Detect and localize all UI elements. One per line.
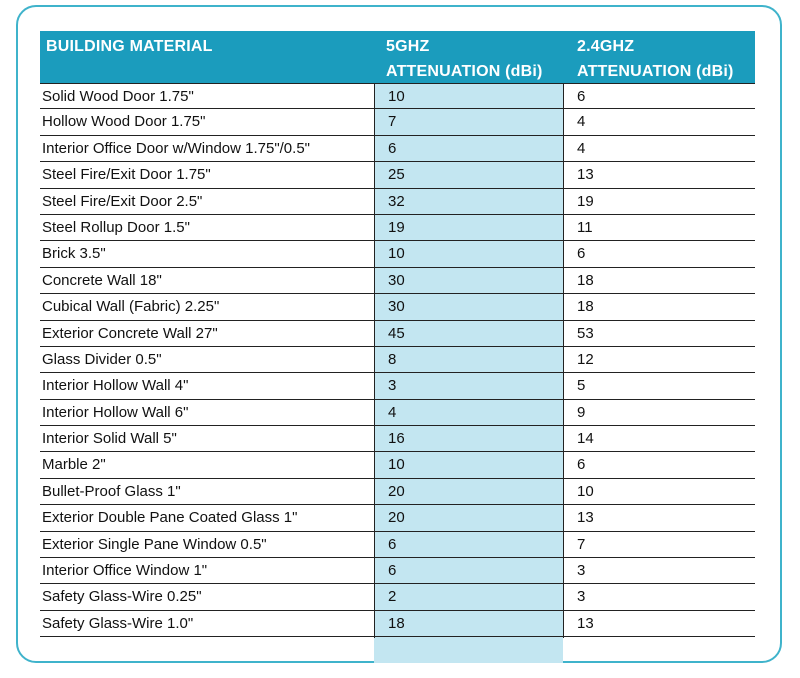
material-cell: Steel Fire/Exit Door 1.75" xyxy=(42,166,211,184)
attenuation-24ghz-cell: 53 xyxy=(577,324,594,342)
material-cell: Marble 2" xyxy=(42,456,106,474)
attenuation-5ghz-cell: 6 xyxy=(388,139,397,157)
header-building-material: BUILDING MATERIAL xyxy=(46,38,213,55)
table-row xyxy=(40,558,755,584)
attenuation-24ghz-cell: 5 xyxy=(577,377,586,395)
material-cell: Steel Fire/Exit Door 2.5" xyxy=(42,192,203,210)
attenuation-5ghz-cell: 4 xyxy=(388,403,397,421)
table-row xyxy=(40,321,755,347)
attenuation-24ghz-cell: 12 xyxy=(577,350,594,368)
attenuation-5ghz-cell: 7 xyxy=(388,113,397,131)
attenuation-24ghz-cell: 4 xyxy=(577,113,586,131)
table-row xyxy=(40,479,755,505)
table-header xyxy=(40,31,755,83)
table-row xyxy=(40,611,755,637)
attenuation-24ghz-cell: 6 xyxy=(577,456,586,474)
attenuation-24ghz-cell: 3 xyxy=(577,588,586,606)
table-row xyxy=(40,373,755,399)
attenuation-5ghz-cell: 30 xyxy=(388,271,405,289)
attenuation-5ghz-cell: 8 xyxy=(388,350,397,368)
material-cell: Safety Glass-Wire 1.0" xyxy=(42,614,194,632)
attenuation-5ghz-cell: 10 xyxy=(388,245,405,263)
material-cell: Interior Office Window 1" xyxy=(42,562,208,580)
attenuation-24ghz-cell: 14 xyxy=(577,430,594,448)
attenuation-5ghz-cell: 2 xyxy=(388,588,397,606)
attenuation-5ghz-cell: 32 xyxy=(388,192,405,210)
material-cell: Brick 3.5" xyxy=(42,245,106,263)
table-row xyxy=(40,189,755,215)
attenuation-5ghz-cell: 30 xyxy=(388,298,405,316)
material-cell: Concrete Wall 18" xyxy=(42,271,162,289)
material-cell: Exterior Single Pane Window 0.5" xyxy=(42,535,267,553)
header-24ghz-attenuation: 2.4GHZ ATTENUATION (dBi) xyxy=(577,38,734,80)
attenuation-24ghz-cell: 9 xyxy=(577,403,586,421)
table-row xyxy=(40,241,755,267)
material-cell: Glass Divider 0.5" xyxy=(42,350,162,368)
attenuation-24ghz-cell: 13 xyxy=(577,509,594,527)
attenuation-5ghz-cell: 3 xyxy=(388,377,397,395)
attenuation-5ghz-cell: 10 xyxy=(388,88,405,105)
table-row xyxy=(40,505,755,531)
table-row xyxy=(40,268,755,294)
material-cell: Interior Hollow Wall 6" xyxy=(42,403,189,421)
attenuation-5ghz-cell: 45 xyxy=(388,324,405,342)
attenuation-5ghz-cell: 19 xyxy=(388,218,405,236)
attenuation-24ghz-cell: 7 xyxy=(577,535,586,553)
attenuation-24ghz-cell: 19 xyxy=(577,192,594,210)
attenuation-24ghz-cell: 18 xyxy=(577,298,594,316)
attenuation-5ghz-cell: 10 xyxy=(388,456,405,474)
attenuation-5ghz-cell: 20 xyxy=(388,509,405,527)
table-row xyxy=(40,426,755,452)
attenuation-24ghz-cell: 4 xyxy=(577,139,586,157)
material-cell: Exterior Concrete Wall 27" xyxy=(42,324,218,342)
table-row xyxy=(40,532,755,558)
table-row xyxy=(40,136,755,162)
attenuation-24ghz-cell: 3 xyxy=(577,562,586,580)
table-row xyxy=(40,347,755,373)
table-row xyxy=(40,294,755,320)
attenuation-5ghz-cell: 6 xyxy=(388,562,397,580)
material-cell: Bullet-Proof Glass 1" xyxy=(42,482,181,500)
material-cell: Hollow Wood Door 1.75" xyxy=(42,113,206,131)
attenuation-24ghz-cell: 6 xyxy=(577,245,586,263)
attenuation-5ghz-cell: 25 xyxy=(388,166,405,184)
table-body xyxy=(40,83,755,637)
attenuation-24ghz-cell: 18 xyxy=(577,271,594,289)
attenuation-24ghz-cell: 13 xyxy=(577,614,594,632)
attenuation-5ghz-cell: 16 xyxy=(388,430,405,448)
attenuation-5ghz-cell: 20 xyxy=(388,482,405,500)
attenuation-5ghz-cell: 18 xyxy=(388,614,405,632)
attenuation-24ghz-cell: 11 xyxy=(577,218,593,236)
table-row xyxy=(40,109,755,135)
table-row xyxy=(40,215,755,241)
material-cell: Cubical Wall (Fabric) 2.25" xyxy=(42,298,220,316)
header-5ghz-attenuation: 5GHZ ATTENUATION (dBi) xyxy=(386,38,543,80)
table-row xyxy=(40,584,755,610)
material-cell: Safety Glass-Wire 0.25" xyxy=(42,588,202,606)
table-row xyxy=(40,162,755,188)
attenuation-24ghz-cell: 13 xyxy=(577,166,594,184)
attenuation-24ghz-cell: 10 xyxy=(577,482,594,500)
material-cell: Interior Solid Wall 5" xyxy=(42,430,177,448)
material-cell: Interior Office Door w/Window 1.75"/0.5" xyxy=(42,139,310,157)
table-row xyxy=(40,400,755,426)
table-row xyxy=(40,83,755,109)
table-row xyxy=(40,452,755,478)
attenuation-5ghz-cell: 6 xyxy=(388,535,397,553)
material-cell: Exterior Double Pane Coated Glass 1" xyxy=(42,509,298,527)
material-cell: Steel Rollup Door 1.5" xyxy=(42,218,190,236)
material-cell: Interior Hollow Wall 4" xyxy=(42,377,189,395)
material-cell: Solid Wood Door 1.75" xyxy=(42,88,194,105)
attenuation-24ghz-cell: 6 xyxy=(577,88,586,105)
